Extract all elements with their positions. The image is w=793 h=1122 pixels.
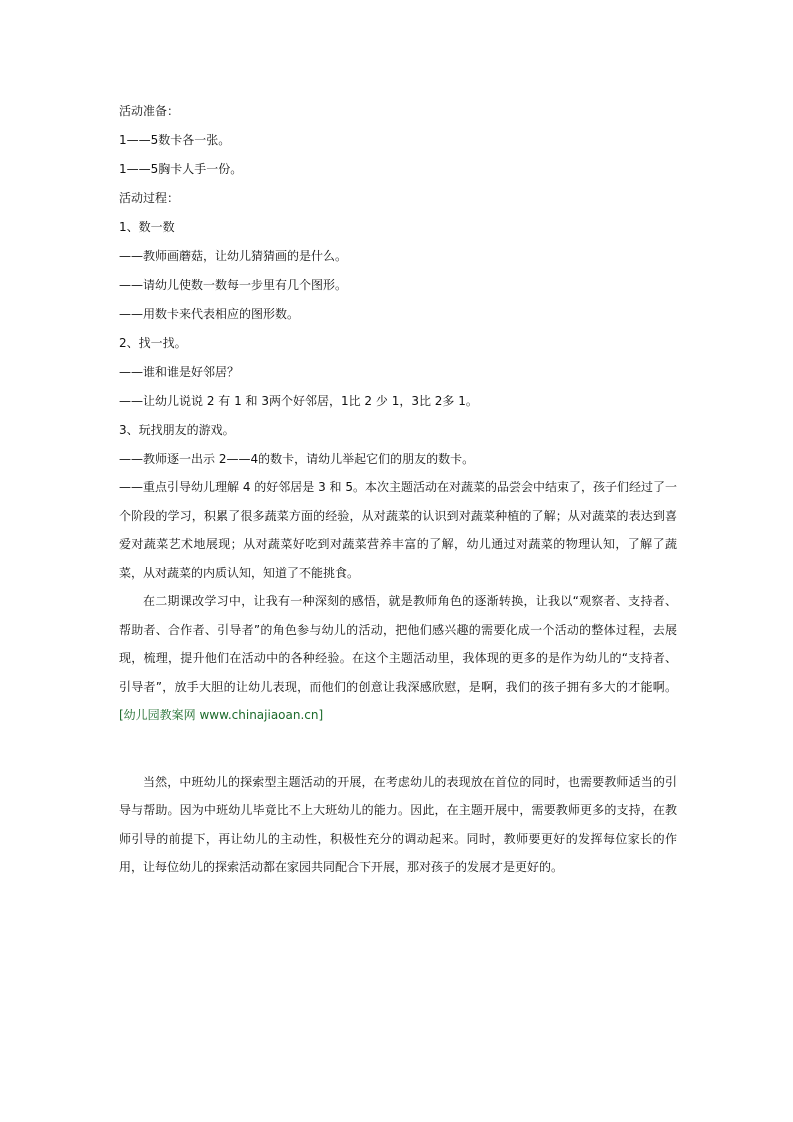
document-body bbox=[119, 104, 677, 882]
source-link[interactable]: [幼儿园教案网 www.chinajiaoan.cn] bbox=[119, 708, 324, 722]
step-heading: 2、找一找。 bbox=[119, 336, 187, 350]
list-item: ——谁和谁是好邻居？ bbox=[119, 365, 240, 379]
section-heading-process: 活动过程： bbox=[119, 191, 180, 205]
list-item: ——教师画蘑菇，让幼儿猜猜画的是什么。 bbox=[119, 249, 348, 263]
step-heading: 3、玩找朋友的游戏。 bbox=[119, 423, 235, 437]
section-heading-preparation: 活动准备： bbox=[119, 104, 180, 118]
paragraph-conclusion: 当然，中班幼儿的探索型主题活动的开展，在考虑幼儿的表现放在首位的同时，也需要教师适当的引导与帮助。因为中班幼儿毕竟比不上大班幼儿的能力。因此，在主题开展中，需要教师更多的支持，在教师引导的前提下，再让幼儿的主动性，积极性充分的调动起来。同时，教师要更好的发挥每位家长的作用，让每位幼儿的探索活动都在家园共同配合下开展，那对孩子的发展才是更好的。 bbox=[119, 774, 677, 874]
step-heading: 1、数一数 bbox=[119, 220, 175, 234]
paragraph-summary: ——重点引导幼儿理解 4 的好邻居是 3 和 5。本次主题活动在对蔬菜的品尝会中结束了，孩子们经过了一个阶段的学习，积累了很多蔬菜方面的经验，从对蔬菜的认识到对蔬菜种植的了解；从对蔬菜的表达到喜爱对蔬菜艺术地展现；从对蔬菜好吃到对蔬菜营养丰富的了解，幼儿通过对蔬菜的物理认知，了解了蔬菜，从对蔬菜的内质认知，知道了不能挑食。 bbox=[119, 480, 677, 580]
list-item: ——让幼儿说说 2 有 1 和 3两个好邻居，1比 2 少 1，3比 2多 1。 bbox=[119, 394, 478, 408]
list-item: 1——5数卡各一张。 bbox=[119, 133, 231, 147]
list-item: ——请幼儿使数一数每一步里有几个图形。 bbox=[119, 278, 348, 292]
paragraph-reflection-text: 在二期课改学习中，让我有一种深刻的感悟，就是教师角色的逐渐转换，让我以“观察者、支持者、帮助者、合作者、引导者”的角色参与幼儿的活动，把他们感兴趣的需要化成一个活动的整体过程，去展现，梳理，提升他们在活动中的各种经验。在这个主题活动里，我体现的更多的是作为幼儿的“支持者、引导者”，放手大胆的让幼儿表现，而他们的创意让我深感欣慰，是啊，我们的孩子拥有多大的才能啊。 bbox=[119, 594, 677, 694]
list-item: 1——5胸卡人手一份。 bbox=[119, 162, 243, 176]
activity-list bbox=[119, 104, 677, 467]
list-item: ——用数卡来代表相应的图形数。 bbox=[119, 307, 300, 321]
paragraph-spacer bbox=[119, 730, 677, 768]
paragraph-reflection bbox=[119, 587, 677, 730]
list-item: ——教师逐一出示 2——4的数卡，请幼儿举起它们的朋友的数卡。 bbox=[119, 452, 475, 466]
